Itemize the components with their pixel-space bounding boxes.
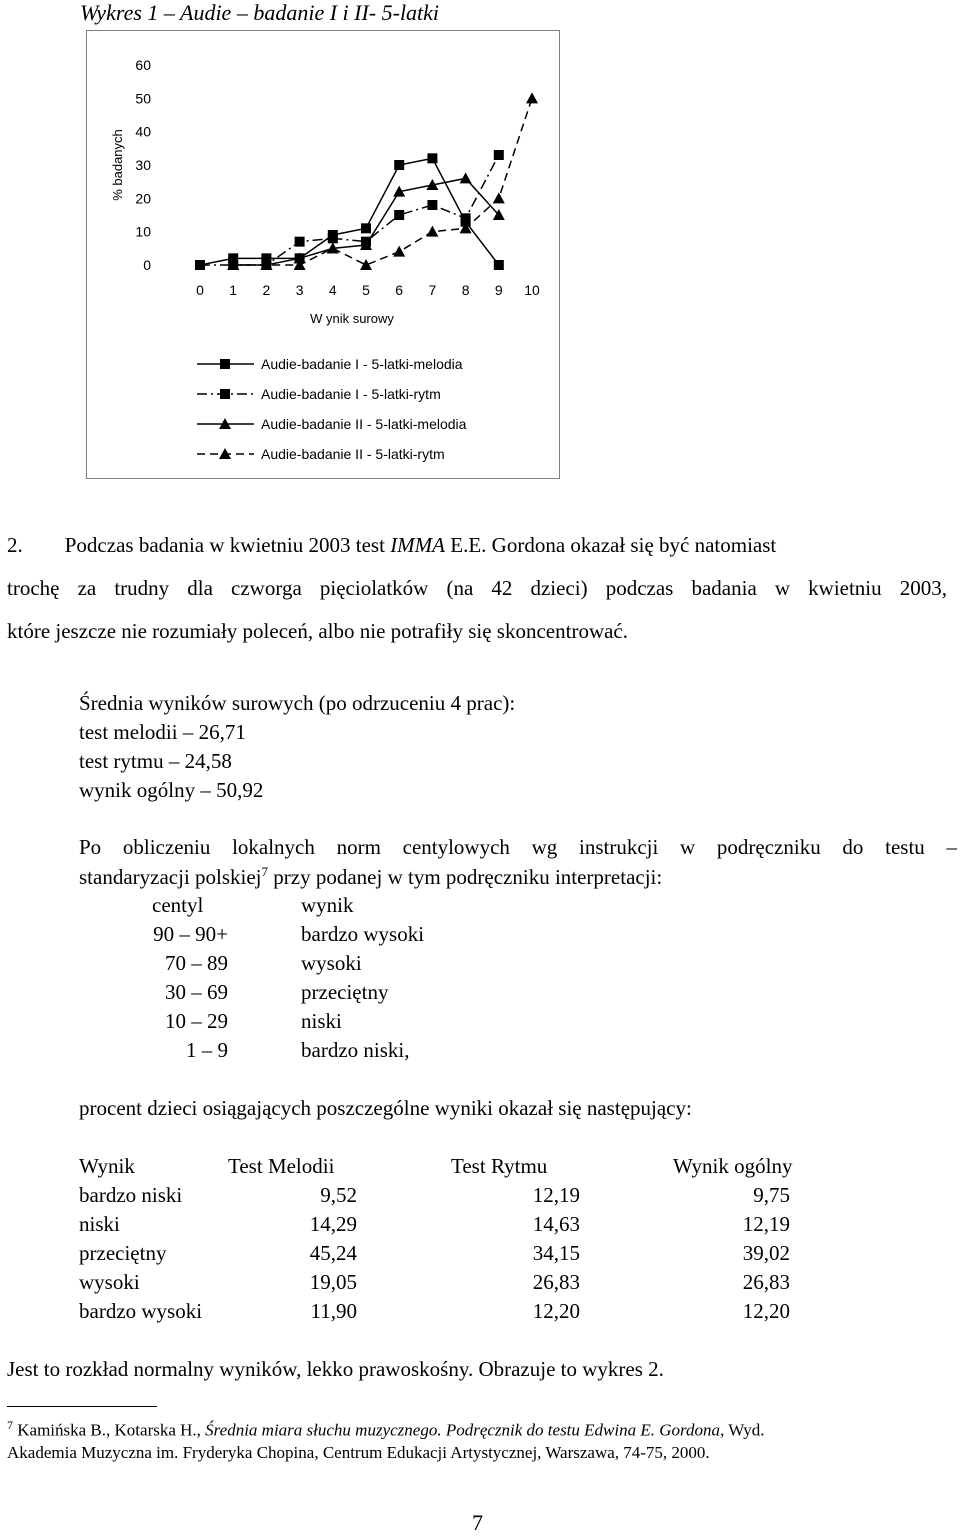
footnote-line-1 bbox=[7, 1418, 764, 1441]
data-point bbox=[328, 233, 338, 243]
footnote-separator bbox=[7, 1406, 157, 1407]
results-header-cell: Wynik bbox=[79, 1154, 135, 1178]
footnote-authors: Kamińska B., Kotarska H., bbox=[17, 1420, 201, 1440]
norms-centyl-cell: 10 – 29 bbox=[165, 1009, 228, 1033]
data-point bbox=[493, 192, 505, 203]
y-tick-label: 50 bbox=[135, 90, 151, 107]
results-value-cell: 11,90 bbox=[310, 1299, 357, 1323]
y-tick-label: 10 bbox=[135, 223, 151, 240]
results-header-cell: Test Melodii bbox=[228, 1154, 335, 1178]
data-point bbox=[526, 92, 538, 103]
results-value-cell: 9,52 bbox=[320, 1183, 357, 1207]
test-name-imma: IMMA bbox=[390, 533, 445, 557]
norms-centyl-cell: 70 – 89 bbox=[165, 951, 228, 975]
results-row-label: wysoki bbox=[79, 1270, 140, 1294]
legend-label: Audie-badanie I - 5-latki-rytm bbox=[261, 386, 441, 402]
results-header-cell: Test Rytmu bbox=[451, 1154, 548, 1178]
norms-centyl-cell: 30 – 69 bbox=[165, 980, 228, 1004]
results-value-cell: 34,15 bbox=[532, 1241, 580, 1265]
x-tick-labels bbox=[196, 282, 540, 298]
data-point bbox=[393, 246, 405, 257]
stats-melodia: test melodii – 26,71 bbox=[79, 720, 246, 744]
y-axis-label: % badanych bbox=[110, 129, 125, 201]
section-2-paragraph bbox=[7, 524, 947, 653]
x-tick-label: 6 bbox=[395, 282, 404, 298]
stats-rytm: test rytmu – 24,58 bbox=[79, 749, 232, 773]
norms-header-centyl: centyl bbox=[152, 893, 204, 917]
series-1 bbox=[195, 153, 504, 270]
footnote-number: 7 bbox=[7, 1418, 13, 1432]
results-value-cell: 14,63 bbox=[532, 1212, 580, 1236]
results-value-cell: 39,02 bbox=[742, 1241, 790, 1265]
line-chart bbox=[87, 31, 561, 480]
series-4 bbox=[227, 92, 538, 270]
results-row-label: niski bbox=[79, 1212, 120, 1236]
x-tick-label: 3 bbox=[295, 282, 304, 298]
norms-intro-2b: przy podanej w tym podręczniku interpretacji: bbox=[273, 865, 663, 889]
x-tick-label: 9 bbox=[494, 282, 503, 298]
section-2-line-1 bbox=[7, 524, 947, 567]
legend bbox=[197, 356, 467, 462]
series-2 bbox=[195, 150, 504, 270]
x-tick-label: 8 bbox=[461, 282, 470, 298]
results-value-cell: 12,20 bbox=[532, 1299, 580, 1323]
footnote-publisher: , Wyd. bbox=[720, 1420, 765, 1440]
legend-marker bbox=[220, 359, 230, 369]
results-header-cell: Wynik ogólny bbox=[673, 1154, 793, 1178]
legend-label: Audie-badanie II - 5-latki-melodia bbox=[261, 416, 467, 432]
data-point bbox=[426, 226, 438, 237]
norms-centyl-cell: 90 – 90+ bbox=[153, 922, 228, 946]
x-tick-label: 5 bbox=[362, 282, 370, 298]
norms-header-wynik: wynik bbox=[301, 893, 354, 917]
legend-label: Audie-badanie II - 5-latki-rytm bbox=[261, 446, 445, 462]
series-layer bbox=[195, 92, 538, 270]
norms-wynik-cell: bardzo wysoki bbox=[301, 922, 425, 946]
chart-frame bbox=[86, 30, 560, 479]
footnote-ref: 7 bbox=[261, 864, 269, 879]
x-tick-label: 7 bbox=[428, 282, 437, 298]
results-row-label: przeciętny bbox=[79, 1241, 167, 1265]
results-value-cell: 45,24 bbox=[309, 1241, 357, 1265]
y-tick-label: 20 bbox=[135, 190, 151, 207]
section-2-text-a: Podczas badania w kwietniu 2003 test bbox=[64, 533, 385, 557]
y-tick-label: 40 bbox=[135, 123, 151, 140]
norms-wynik-cell: przeciętny bbox=[301, 980, 389, 1004]
results-value-cell: 12,19 bbox=[742, 1212, 790, 1236]
series-line bbox=[233, 178, 499, 265]
page-number: 7 bbox=[472, 1510, 483, 1535]
x-tick-label: 10 bbox=[524, 282, 540, 298]
results-value-cell: 19,05 bbox=[309, 1270, 357, 1294]
series-line bbox=[200, 155, 499, 265]
footnote-line-2: Akademia Muzyczna im. Fryderyka Chopina, Centrum Edukacji Artystycznej, Warszawa, 74-75, 2000. bbox=[7, 1443, 710, 1462]
series-line bbox=[200, 158, 499, 265]
series-line bbox=[233, 98, 532, 265]
data-point bbox=[461, 213, 471, 223]
legend-label: Audie-badanie I - 5-latki-melodia bbox=[261, 356, 463, 372]
data-point bbox=[494, 260, 504, 270]
norms-wynik-cell: wysoki bbox=[301, 951, 362, 975]
norms-intro-line-1: Po obliczeniu lokalnych norm centylowych wg instrukcji w podręczniku do testu – bbox=[79, 835, 957, 859]
results-row-label: bardzo wysoki bbox=[79, 1299, 203, 1323]
y-tick-labels bbox=[135, 57, 151, 273]
section-2-line-2: trochę za trudny dla czworga pięciolatków (na 42 dzieci) podczas badania w kwietniu 2003, bbox=[7, 576, 947, 600]
closing-sentence: Jest to rozkład normalny wyników, lekko prawoskośny. Obrazuje to wykres 2. bbox=[7, 1357, 664, 1381]
results-row-label: bardzo niski bbox=[79, 1183, 183, 1207]
y-tick-label: 30 bbox=[135, 157, 151, 173]
data-point bbox=[427, 153, 437, 163]
y-tick-label: 0 bbox=[143, 257, 151, 273]
data-point bbox=[394, 160, 404, 170]
norms-wynik-cell: niski bbox=[301, 1009, 342, 1033]
data-point bbox=[494, 150, 504, 160]
x-tick-label: 2 bbox=[262, 282, 271, 298]
figure-title: Wykres 1 – Audie – badanie I i II- 5-latki bbox=[80, 0, 440, 25]
results-value-cell: 12,19 bbox=[532, 1183, 580, 1207]
section-2-text-c: E.E. Gordona okazał się być natomiast bbox=[450, 533, 777, 557]
x-axis-label: W ynik surowy bbox=[310, 311, 394, 326]
data-point bbox=[295, 237, 305, 247]
results-value-cell: 12,20 bbox=[742, 1299, 790, 1323]
stats-ogolny: wynik ogólny – 50,92 bbox=[79, 778, 264, 802]
results-value-cell: 26,83 bbox=[532, 1270, 580, 1294]
norms-centyl-cell: 1 – 9 bbox=[186, 1038, 228, 1062]
data-point bbox=[394, 210, 404, 220]
norms-wynik-cell: bardzo niski, bbox=[301, 1038, 410, 1062]
norms-intro-line-2 bbox=[79, 864, 662, 890]
data-point bbox=[361, 223, 371, 233]
results-value-cell: 26,83 bbox=[742, 1270, 790, 1294]
data-point bbox=[360, 259, 372, 270]
results-value-cell: 14,29 bbox=[309, 1212, 357, 1236]
section-2-line-3: które jeszcze nie rozumiały poleceń, albo nie potrafiły się skoncentrować. bbox=[7, 619, 628, 643]
data-point bbox=[427, 200, 437, 210]
y-tick-label: 60 bbox=[135, 57, 151, 73]
legend-marker bbox=[220, 389, 230, 399]
stats-heading: Średnia wyników surowych (po odrzuceniu 4 prac): bbox=[79, 691, 516, 715]
norms-intro-2a: standaryzacji polskiej bbox=[79, 865, 262, 889]
x-tick-label: 0 bbox=[196, 282, 204, 298]
data-point bbox=[195, 260, 205, 270]
footnote-title: Średnia miara słuchu muzycznego. Podręcznik do testu Edwina E. Gordona bbox=[205, 1420, 720, 1440]
x-tick-label: 1 bbox=[229, 282, 238, 298]
data-point bbox=[460, 172, 472, 183]
percent-intro: procent dzieci osiągających poszczególne wyniki okazał się następujący: bbox=[79, 1096, 692, 1120]
results-value-cell: 9,75 bbox=[753, 1183, 790, 1207]
section-number: 2. bbox=[7, 533, 23, 557]
x-tick-label: 4 bbox=[328, 282, 337, 298]
